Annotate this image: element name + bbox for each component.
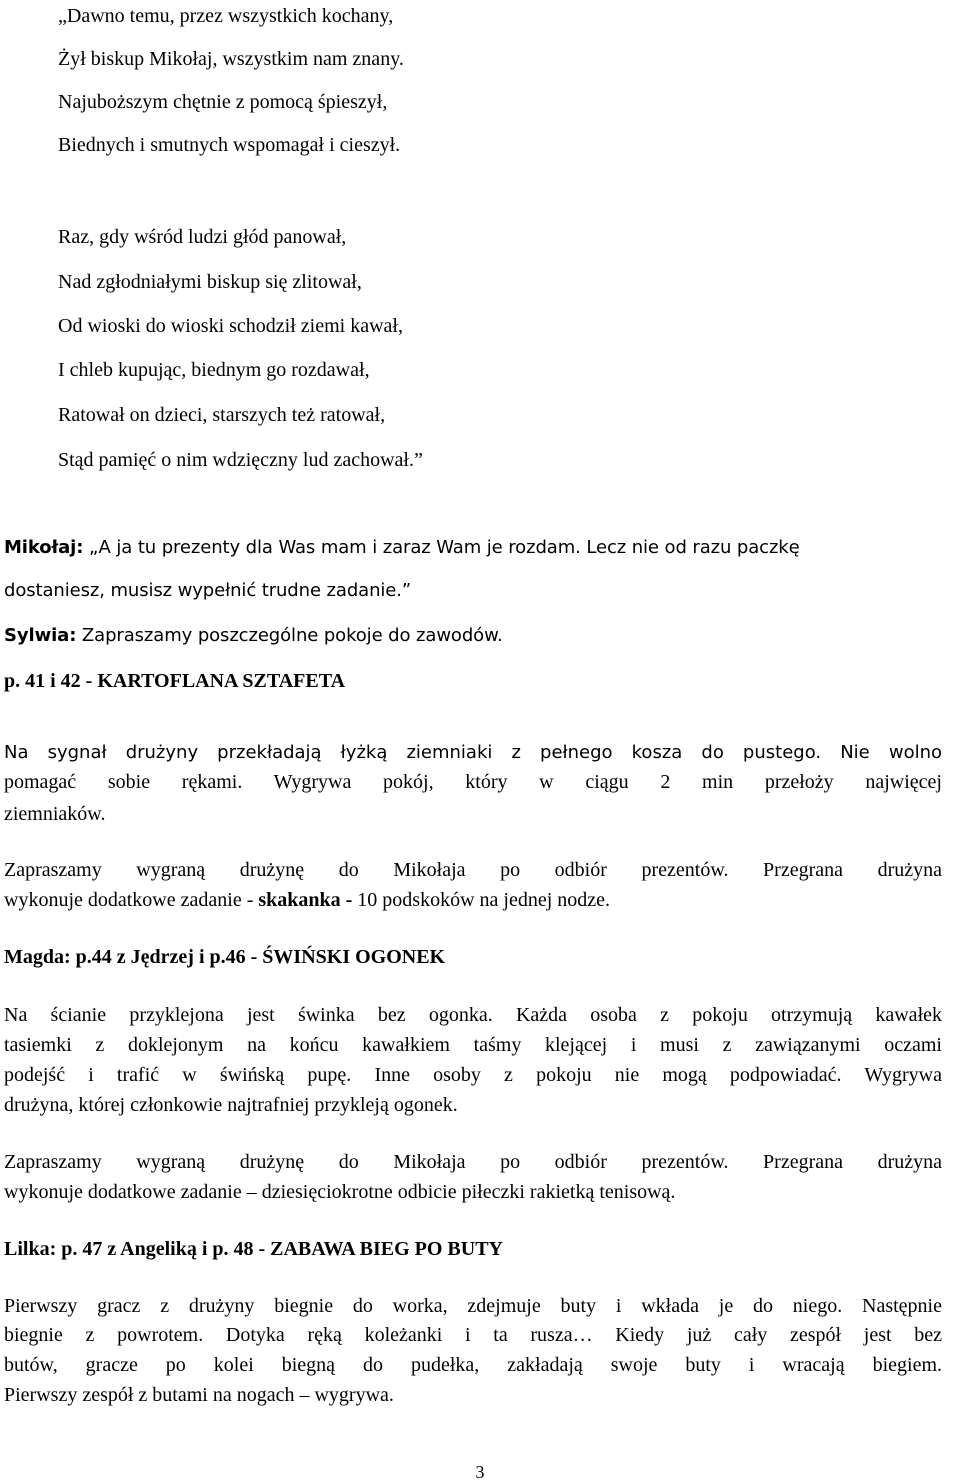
paragraph-line: wykonuje dodatkowe zadanie – dziesięciokrotne odbicie piłeczki rakietką tenisową. [4, 1181, 676, 1203]
poem-line: „Dawno temu, przez wszystkich kochany, [58, 5, 394, 27]
page-number: 3 [475, 1462, 485, 1482]
paragraph-line: ziemniaków. [4, 803, 106, 825]
section-heading: Magda: p.44 z Jędrzej i p.46 - ŚWIŃSKI OGONEK [4, 946, 446, 968]
speaker-label: Sylwia: [4, 625, 77, 646]
paragraph-line: Pierwszy gracz z drużyny biegnie do worka, zdejmuje buty i wkłada je do niego. Następnie [4, 1295, 942, 1317]
paragraph-line: Pierwszy zespół z butami na nogach – wygrywa. [4, 1384, 394, 1406]
paragraph-line: drużyna, której członkowie najtrafniej przykleją ogonek. [4, 1094, 458, 1116]
paragraph-line: wykonuje dodatkowe zadanie - skakanka - 10 podskoków na jednej nodze. [4, 889, 611, 911]
poem-line: Nad zgłodniałymi biskup się zlitował, [58, 271, 362, 293]
paragraph-line: butów, gracze po kolei biegną do pudełka, zakładają swoje buty i wracają biegiem. [4, 1354, 942, 1376]
poem-line: Ratował on dzieci, starszych też ratował, [58, 404, 386, 426]
poem-line: I chleb kupując, biednym go rozdawał, [58, 359, 370, 381]
sylwia-line: Sylwia: Zapraszamy poszczególne pokoje do zawodów. [4, 625, 503, 646]
section-heading: Lilka: p. 47 z Angeliką i p. 48 - ZABAWA BIEG PO BUTY [4, 1238, 503, 1260]
poem-line: Stąd pamięć o nim wdzięczny lud zachował.” [58, 449, 423, 471]
paragraph-line: pomagać sobie rękami. Wygrywa pokój, który w ciągu 2 min przełoży najwięcej [4, 771, 942, 793]
section-heading: p. 41 i 42 - KARTOFLANA SZTAFETA [4, 670, 346, 692]
poem-line: Żył biskup Mikołaj, wszystkim nam znany. [58, 48, 404, 70]
poem-line: Od wioski do wioski schodził ziemi kawał, [58, 315, 403, 337]
poem-line: Biednych i smutnych wspomagał i cieszył. [58, 134, 401, 156]
mikolaj-line-cont: dostaniesz, musisz wypełnić trudne zadanie.” [4, 580, 412, 601]
poem-line: Najuboższym chętnie z pomocą śpieszył, [58, 91, 388, 113]
poem-line: Raz, gdy wśród ludzi głód panował, [58, 226, 347, 248]
paragraph-line: Zapraszamy wygraną drużynę do Mikołaja po odbiór prezentów. Przegrana drużyna [4, 859, 942, 881]
paragraph-line: podejść i trafić w świńską pupę. Inne osoby z pokoju nie mogą podpowiadać. Wygrywa [4, 1064, 942, 1086]
paragraph-line: Na sygnał drużyny przekładają łyżką ziemniaki z pełnego kosza do pustego. Nie wolno [4, 742, 942, 763]
paragraph-line: biegnie z powrotem. Dotyka ręką koleżanki i ta rusza… Kiedy już cały zespół jest bez [4, 1324, 942, 1346]
mikolaj-line: Mikołaj: „A ja tu prezenty dla Was mam i zaraz Wam je rozdam. Lecz nie od razu paczkę [4, 537, 800, 558]
speaker-label: Mikołaj: [4, 537, 84, 558]
paragraph-line: tasiemki z doklejonym na końcu kawałkiem taśmy klejącej i musi z zawiązanymi oczami [4, 1034, 942, 1056]
paragraph-line: Na ścianie przyklejona jest świnka bez ogonka. Każda osoba z pokoju otrzymują kawałek [4, 1004, 942, 1026]
paragraph-line: Zapraszamy wygraną drużynę do Mikołaja po odbiór prezentów. Przegrana drużyna [4, 1151, 942, 1173]
